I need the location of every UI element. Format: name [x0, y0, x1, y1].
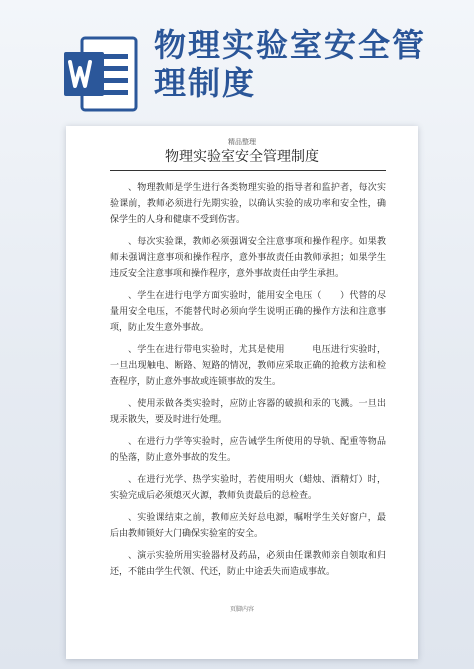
document-page — [66, 126, 418, 659]
document-header: 精品整理 — [228, 138, 256, 146]
document-footer: 页脚内容 — [229, 606, 254, 613]
hero-title: 物理实验室安全管理制度 — [154, 26, 427, 102]
paragraph: 、在进行光学、热学实验时，若使用明火（蜡烛、酒精灯）时，实验完成后必须熄灭火源，教师负责最后的总检查。 — [110, 475, 386, 501]
word-doc-icon — [60, 34, 140, 114]
document-title: 物理实验室安全管理制度 — [165, 149, 319, 165]
title-divider — [110, 170, 386, 171]
paragraph: 、使用汞做各类实验时，应防止容器的破损和汞的飞溅。一旦出现汞散失，要及时进行处理。 — [110, 399, 386, 425]
paragraph: 、演示实验所用实验器材及药品，必须由任课教师亲自领取和归还，不能由学生代领、代还，防止中途丢失而造成事故。 — [110, 551, 386, 577]
paragraph: 、在进行力学等实验时，应告诫学生所使用的导轨、配重等物品的坠落，防止意外事故的发生。 — [110, 437, 386, 463]
paragraph: 、学生在进行带电实验时，尤其是使用 电压进行实验时，一旦出现触电、断路、短路的情况，教师应采取正确的抢救方法和检查程序，防止意外事故或连锁事故的发生。 — [110, 345, 386, 387]
paragraph: 、实验课结束之前，教师应关好总电源，嘱咐学生关好窗户，最后由教师锁好大门确保实验室的安全。 — [110, 513, 386, 539]
paragraph: 、物理教师是学生进行各类物理实验的指导者和监护者，每次实验课前，教师必须进行先期实验，以确认实验的成功率和安全性，确保学生的人身和健康不受到伤害。 — [110, 183, 386, 225]
document-body — [110, 180, 386, 586]
paragraph: 、学生在进行电学方面实验时，能用安全电压（ ）代替的尽量用安全电压，不能替代时必须向学生说明正确的操作方法和注意事项，防止发生意外事故。 — [110, 291, 386, 333]
paragraph: 、每次实验课，教师必须强调安全注意事项和操作程序。如果教师未强调注意事项和操作程序，意外事故责任由教师承担；如果学生违反安全注意事项和操作程序，意外事故责任由学生承担。 — [110, 237, 386, 279]
